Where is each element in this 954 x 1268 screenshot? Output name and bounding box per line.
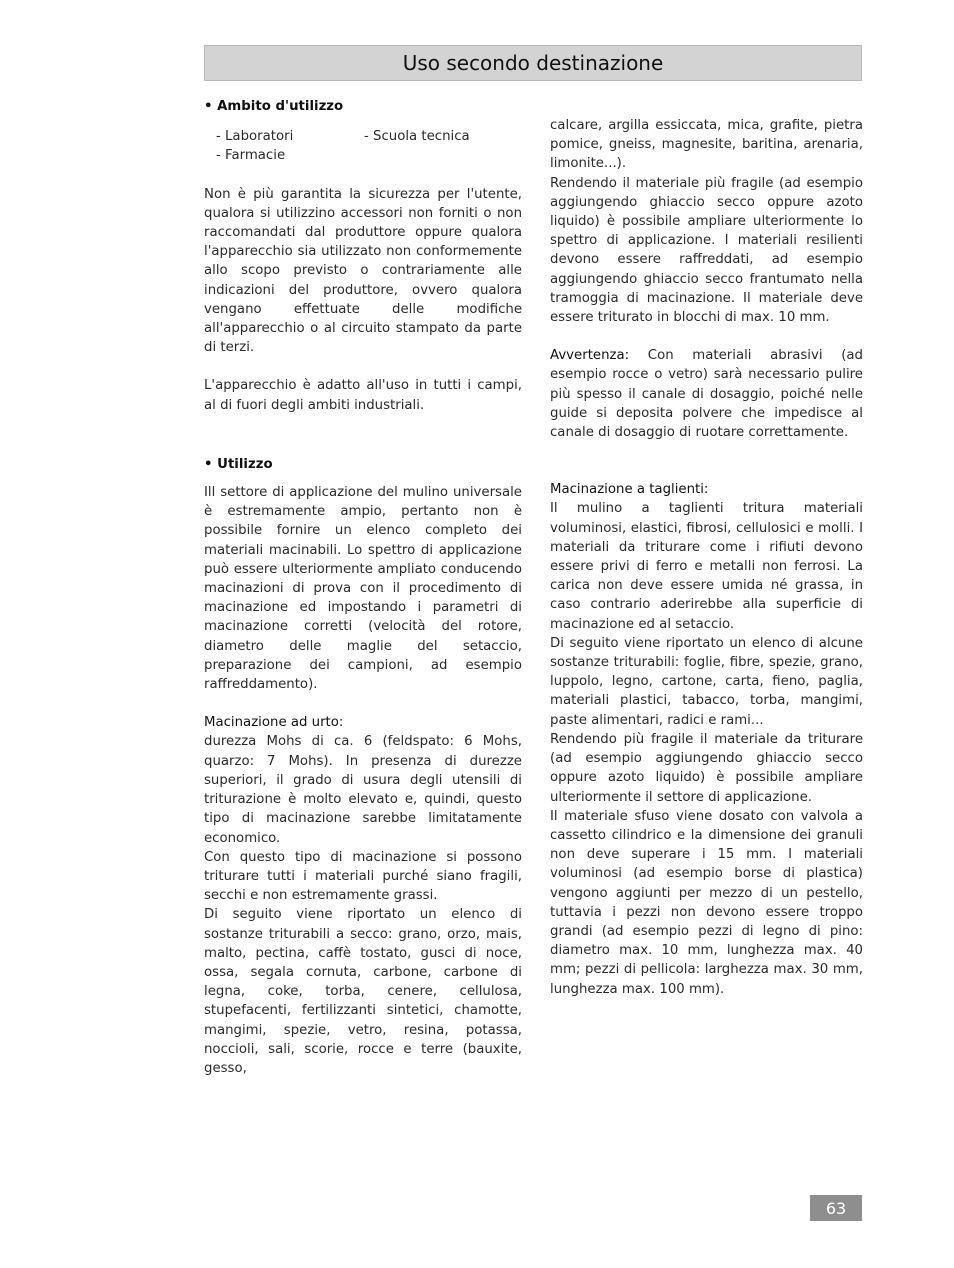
paragraph-avvertenza xyxy=(550,346,863,442)
page-title-bar xyxy=(204,45,862,81)
paragraph-fragile: Rendendo il materiale più fragile (ad esempio aggiungendo ghiaccio secco oppure azoto liquido) è possibile ampliare ulteriormente lo spettro di applicazione. I materiali resilienti devono essere raffreddati, ad esempio aggiungendo ghiaccio secco frantumato nella tramoggia di macinazione. Il materiale deve essere triturato in blocchi di max. 10 mm. xyxy=(550,175,863,326)
paragraph-utilizzo: Ill settore di applicazione del mulino universale è estremamente ampio, pertanto non è possibile fornire un elenco completo dei materiali macinabili. Lo spettro di applicazione può essere ulteriormente ampliato conducendo macinazioni di prova con il procedimento di macinazione ed impostando i parametri di macinazione corretti (velocità del rotore, diametro delle maglie del setaccio, preparazione dei campioni, ad esempio raffreddamento). xyxy=(204,485,522,693)
right-column xyxy=(550,116,863,999)
subheading-urto: Macinazione ad urto: xyxy=(204,715,344,731)
paragraph-taglienti-2: Di seguito viene riportato un elenco di alcune sostanze triturabili: foglie, fibre, spezie, grano, luppolo, legno, cartone, carta, fieno, paglia, materiali plastici, tabacco, torba, mangimi, paste alimentari, radici e rami... xyxy=(550,635,863,728)
paragraph-taglienti-4: Il materiale sfuso viene dosato con valvola a cassetto cilindrico e la dimensione dei granuli non deve superare i 15 mm. I materiali voluminosi (ad esempio borse di plastica) vengono aggiunti per mezzo di un pestello, tuttavia i pezzi non devono essere troppo grandi (ad esempio pezzi di legno di pino: diametro max. 10 mm, lunghezza max. 40 mm; pezzi di pellicola: larghezza max. 30 mm, lunghezza max. 100 mm). xyxy=(550,808,863,997)
avvertenza-text: Con materiali abrasivi (ad esempio rocce o vetro) sarà necessario pulire più spesso il canale di dosaggio, poiché nelle guide si deposita polvere che impedisce al canale di dosaggio di ruotare correttamente. xyxy=(550,348,863,441)
paragraph-urto-2: Con questo tipo di macinazione si possono triturare tutti i materiali purché siano fragili, secchi e non estremamente grassi. xyxy=(204,849,522,904)
paragraph-adatto: L'apparecchio è adatto all'uso in tutti i campi, al di fuori degli ambiti industriali. xyxy=(204,378,522,413)
page-title: Uso secondo destinazione xyxy=(402,51,664,75)
list-item: - Farmacie xyxy=(216,148,286,164)
paragraph-urto-1: durezza Mohs di ca. 6 (feldspato: 6 Mohs, quarzo: 7 Mohs). In presenza di durezze superiori, il grado di usura degli utensili di triturazione è molto elevato e, quindi, questo tipo di macinazione sarebbe limitatamente economico. xyxy=(204,734,522,846)
list-item xyxy=(364,146,514,165)
list-item: - Laboratori xyxy=(216,129,294,145)
subheading-taglienti: Macinazione a taglienti: xyxy=(550,482,709,498)
paragraph-taglienti-1: Il mulino a taglienti tritura materiali voluminosi, elastici, fibrosi, cellulosici e molli. I materiali da triturare come i rifiuti devono essere privi di ferro e metalli non ferrosi. La carica non deve essere umida né grassa, in caso contrario aderirebbe alla superficie di macinazione ed al setaccio. xyxy=(550,501,863,632)
section-heading-ambito: • Ambito d'utilizzo xyxy=(204,97,522,116)
page-number: 63 xyxy=(810,1195,862,1221)
left-column xyxy=(204,95,522,1078)
ambito-list xyxy=(216,127,522,165)
paragraph-sicurezza: Non è più garantita la sicurezza per l'utente, qualora si utilizzino accessori non forniti o non raccomandati dal produttore oppure qualora l'apparecchio sia utilizzato non conformemente allo scopo previsto o contrariamente alle indicazioni del produttore, ovvero qualora vengano effettuate delle modifiche all'apparecchio o al circuito stampato da parte di terzi. xyxy=(204,186,522,356)
section-heading-utilizzo: • Utilizzo xyxy=(204,455,522,474)
paragraph-urto-3: Di seguito viene riportato un elenco di sostanze triturabili a secco: grano, orzo, mais, malto, pectina, caffè tostato, gusci di noce, ossa, segala cornuta, carbone, carbone di legna, coke, torba, cenere, cellulosa, stupefacenti, fertilizzanti sintetici, chamotte, mangimi, spezie, vetro, resina, potassa, noccioli, sali, scorie, rocce e terre (bauxite, gesso, xyxy=(204,907,522,1076)
paragraph-taglienti-3: Rendendo più fragile il materiale da triturare (ad esempio aggiungendo ghiaccio secco oppure azoto liquido) è possibile ampliare ulteriormente il settore di applicazione. xyxy=(550,731,863,805)
avvertenza-label: Avvertenza: xyxy=(550,348,630,364)
paragraph-continuation: calcare, argilla essiccata, mica, grafite, pietra pomice, gneiss, magnesite, baritina, arenaria, limonite...). xyxy=(550,118,863,172)
list-item: - Scuola tecnica xyxy=(364,129,470,145)
